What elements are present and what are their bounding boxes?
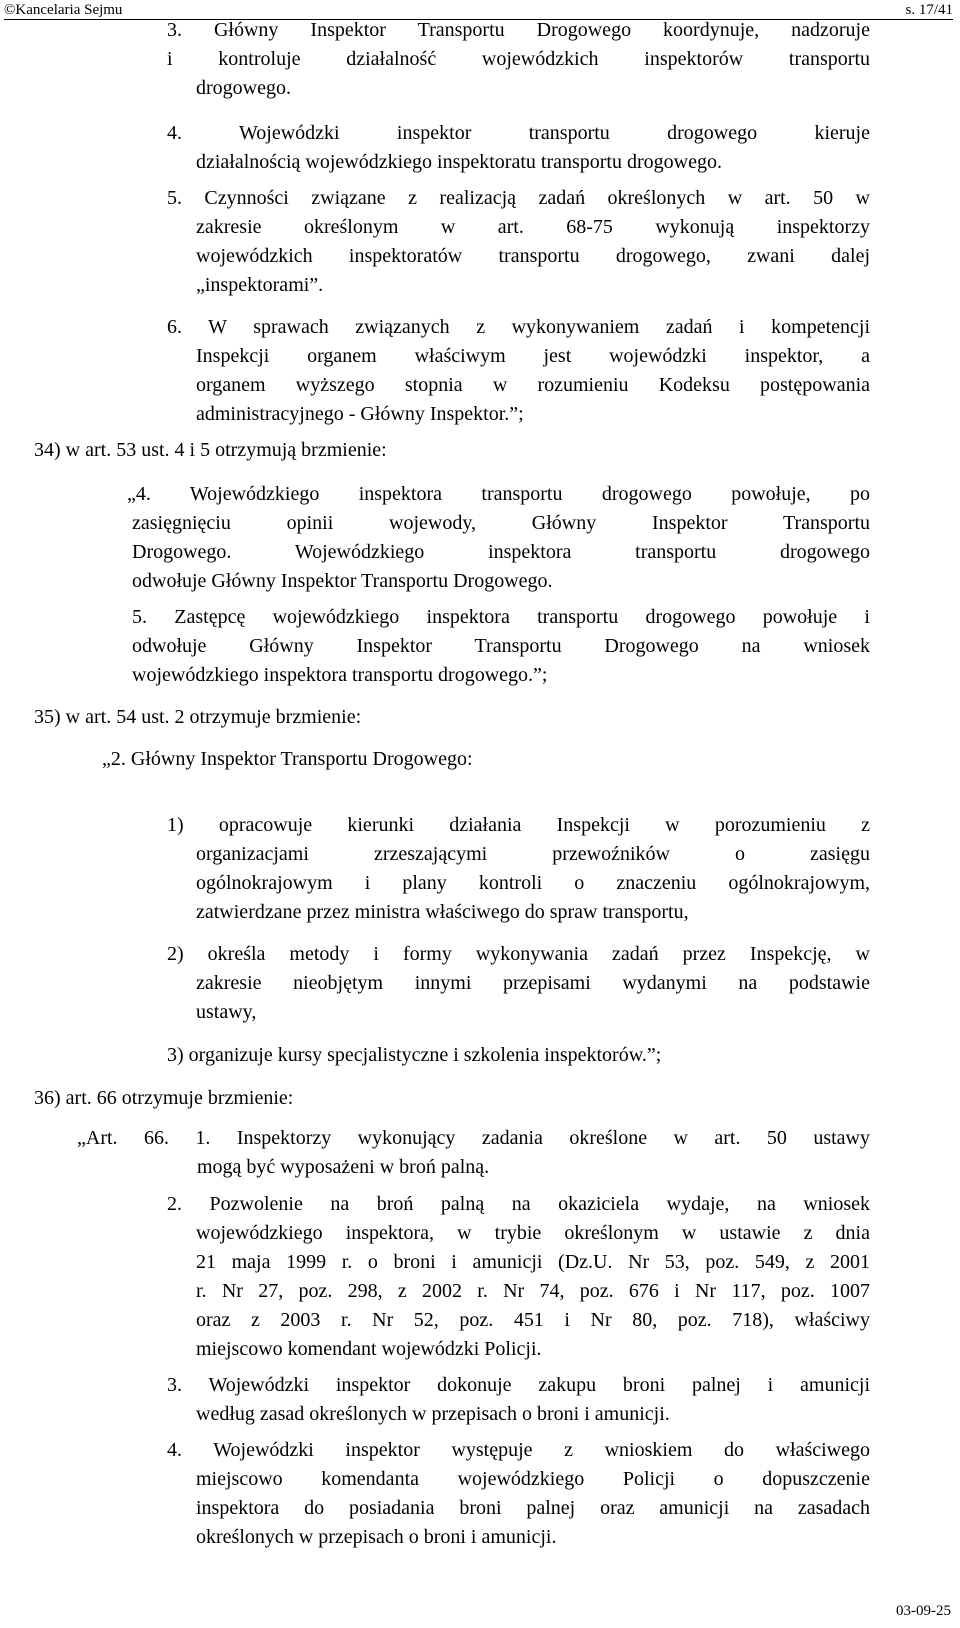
paragraph-4 — [167, 119, 870, 177]
text-line: r. Nr 27, poz. 298, z 2002 r. Nr 74, poz. 676 i Nr 117, poz. 1007 — [196, 1280, 870, 1302]
text-line: 21 maja 1999 r. o broni i amunicji (Dz.U. Nr 53, poz. 549, z 2001 — [196, 1251, 870, 1273]
text-line: administracyjnego - Główny Inspektor.”; — [196, 403, 524, 425]
text-line: „4. Wojewódzkiego inspektora transportu drogowego powołuje, po — [127, 483, 870, 505]
text-line: Inspekcji organem właściwym jest wojewódzki inspektor, a — [196, 345, 870, 367]
text-line: wojewódzkiego inspektora transportu drogowego.”; — [132, 664, 548, 686]
text-line: organizacjami zrzeszającymi przewoźników o zasięgu — [196, 843, 870, 865]
text-line: 6. W sprawach związanych z wykonywaniem zadań i kompetencji — [167, 316, 870, 338]
text-line: zakresie nieobjętym innymi przepisami wydanymi na podstawie — [196, 972, 870, 994]
text-line: 35) w art. 54 ust. 2 otrzymuje brzmienie: — [34, 706, 362, 728]
text-line: 5. Czynności związane z realizacją zadań określonych w art. 50 w — [167, 187, 870, 209]
text-line: odwołuje Główny Inspektor Transportu Drogowego. — [132, 570, 553, 592]
text-line: 2) określa metody i formy wykonywania zadań przez Inspekcję, w — [167, 943, 870, 965]
quoted-paragraph-2 — [102, 745, 802, 774]
text-line: ogólnokrajowym i plany kontroli o znaczeniu ogólnokrajowym, — [196, 872, 870, 894]
paragraph-3 — [167, 16, 870, 103]
text-line: 4. Wojewódzki inspektor transportu drogowego kieruje — [167, 122, 870, 144]
text-line: 3. Główny Inspektor Transportu Drogowego koordynuje, nadzoruje — [167, 19, 870, 41]
point-3 — [167, 1041, 870, 1070]
text-line: 3) organizuje kursy specjalistyczne i szkolenia inspektorów.”; — [167, 1044, 662, 1066]
text-line: i kontroluje działalność wojewódzkich inspektorów transportu — [167, 48, 870, 70]
header-page-number: s. 17/41 — [905, 2, 953, 18]
text-line: ustawy, — [196, 1001, 257, 1023]
point-2 — [167, 940, 870, 1027]
text-line: odwołuje Główny Inspektor Transportu Drogowego na wniosek — [132, 635, 870, 657]
text-line: oraz z 2003 r. Nr 52, poz. 451 i Nr 80, poz. 718), właściwy — [196, 1309, 870, 1331]
text-line: „inspektorami”. — [196, 274, 324, 296]
text-line: określonych w przepisach o broni i amunicji. — [196, 1526, 557, 1548]
article-66-paragraph-2 — [167, 1190, 870, 1364]
quoted-paragraph-4 — [127, 480, 870, 596]
text-line: zasięgnięciu opinii wojewody, Główny Inspektor Transportu — [132, 512, 870, 534]
paragraph-6 — [167, 313, 870, 429]
text-line: 3. Wojewódzki inspektor dokonuje zakupu broni palnej i amunicji — [167, 1374, 870, 1396]
amendment-item-35 — [34, 703, 834, 732]
text-line: działalnością wojewódzkiego inspektoratu transportu drogowego. — [196, 151, 722, 173]
paragraph-5 — [167, 184, 870, 300]
text-line: „Art. 66. 1. Inspektorzy wykonujący zadania określone w art. 50 ustawy — [77, 1127, 870, 1149]
article-66-paragraph-3 — [167, 1371, 870, 1429]
article-66-paragraph-1 — [77, 1124, 870, 1182]
amendment-item-34 — [34, 436, 834, 465]
text-line: wojewódzkich inspektoratów transportu drogowego, zwani dalej — [196, 245, 870, 267]
quoted-paragraph-5 — [132, 603, 870, 690]
text-line: drogowego. — [196, 77, 291, 99]
text-line: 36) art. 66 otrzymuje brzmienie: — [34, 1087, 294, 1109]
text-line: wojewódzkiego inspektora, w trybie określonym w ustawie z dnia — [196, 1222, 870, 1244]
text-line: miejscowo komendant wojewódzki Policji. — [196, 1338, 542, 1360]
text-line: 4. Wojewódzki inspektor występuje z wnioskiem do właściwego — [167, 1439, 870, 1461]
text-line: Drogowego. Wojewódzkiego inspektora transportu drogowego — [132, 541, 870, 563]
point-1 — [167, 811, 870, 927]
text-line: 1) opracowuje kierunki działania Inspekcji w porozumieniu z — [167, 814, 870, 836]
text-line: 34) w art. 53 ust. 4 i 5 otrzymują brzmienie: — [34, 439, 387, 461]
header-copyright: ©Kancelaria Sejmu — [4, 2, 123, 18]
text-line: 2. Pozwolenie na broń palną na okaziciela wydaje, na wniosek — [167, 1193, 870, 1215]
footer-date: 03-09-25 — [896, 1603, 951, 1619]
text-line: zakresie określonym w art. 68-75 wykonują inspektorzy — [196, 216, 870, 238]
text-line: miejscowo komendanta wojewódzkiego Policji o dopuszczenie — [196, 1468, 870, 1490]
text-line: według zasad określonych w przepisach o broni i amunicji. — [196, 1403, 670, 1425]
text-line: „2. Główny Inspektor Transportu Drogowego: — [102, 748, 473, 770]
text-line: inspektora do posiadania broni palnej oraz amunicji na zasadach — [196, 1497, 870, 1519]
text-line: 5. Zastępcę wojewódzkiego inspektora transportu drogowego powołuje i — [132, 606, 870, 628]
article-66-paragraph-4 — [167, 1436, 870, 1552]
text-line: organem wyższego stopnia w rozumieniu Kodeksu postępowania — [196, 374, 870, 396]
text-line: mogą być wyposażeni w broń palną. — [197, 1156, 490, 1178]
text-line: zatwierdzane przez ministra właściwego do spraw transportu, — [196, 901, 689, 923]
amendment-item-36 — [34, 1084, 834, 1113]
